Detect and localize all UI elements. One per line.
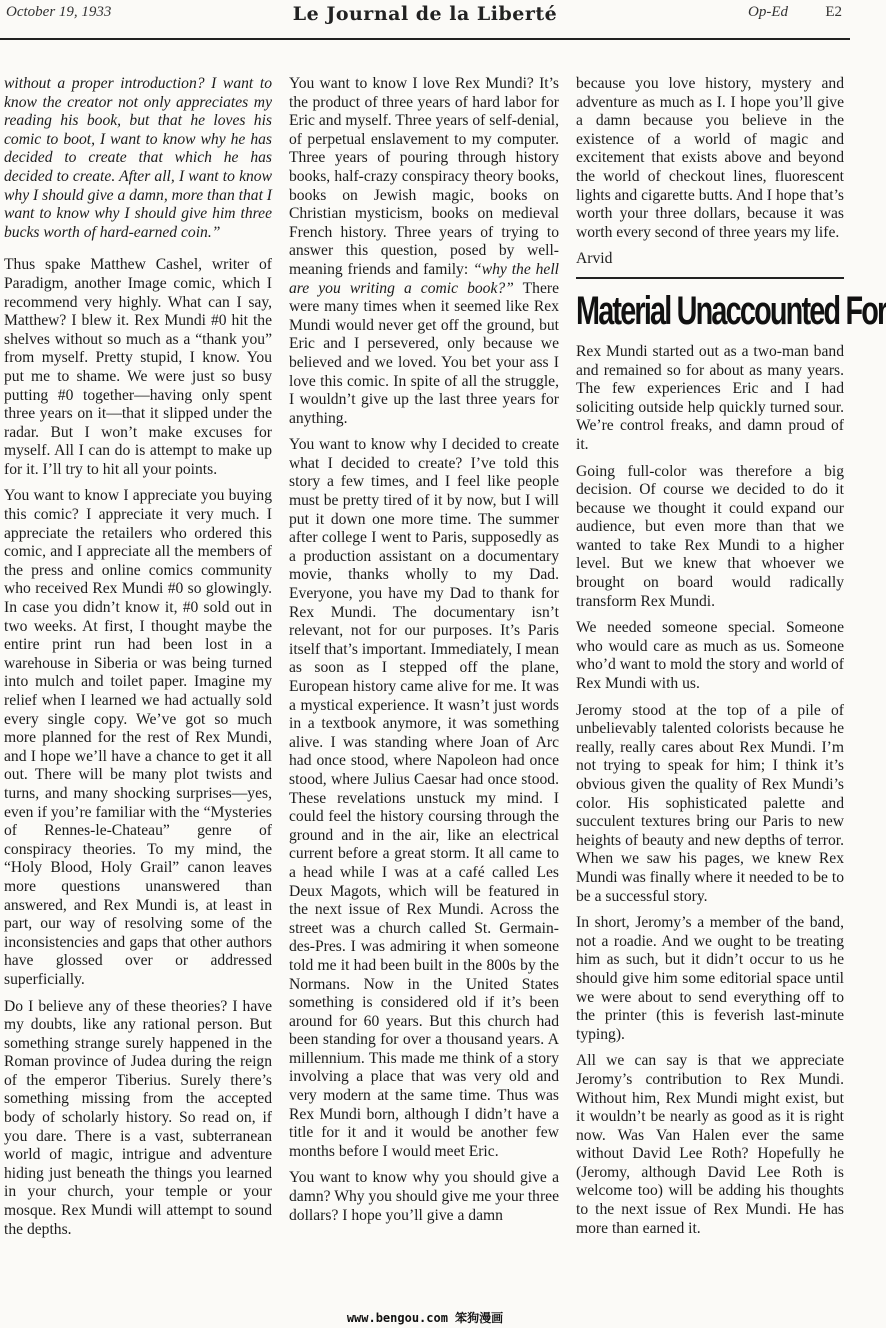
column-3 — [576, 75, 886, 1246]
paragraph: because you love history, mystery and adventure as much as I. I hope you’ll give a damn because you believe in the existence of a world of magic and excitement that exists above and beyond the world of checkout lines, fluorescent lights and cigarette butts. And I hope that’s worth your three dollars, because it was worth every second of three years my life. — [576, 75, 844, 241]
paragraph — [289, 75, 559, 428]
paragraph: You want to know I appreciate you buying this comic? I appreciate it very much. I appreciate the retailers who ordered this comic, and I appreciate all the members of the press and online comics community who received Rex Mundi #0 so glowingly. In case you didn’t know it, #0 sold out in two weeks. At first, I thought maybe the entire print run had been lost in a warehouse in Siberia or was being turned into mulch and toilet paper. Imagine my relief when I learned we had actually sold every single copy. We’ve got so much more planned for the rest of Rex Mundi, and I hope we’ll have a chance to get it all out. There will be many plot twists and turns, and many shocking surprises—yes, even if you’re familiar with the “Mysteries of Rennes-le-Chateau” genre of conspiracy theories. To my mind, the “Holy Blood, Holy Grail” canon leaves more questions unanswered than answered, and Rex Mundi is, at least in part, our way of resolving some of the inconsistencies and gaps that other authors have glossed over or addressed superficially. — [4, 487, 272, 988]
watermark: www.bengou.com 笨狗漫画 — [346, 1311, 504, 1325]
page-header — [0, 0, 850, 40]
paragraph: You want to know why you should give a damn? Why you should give me your three dollars? I hope you’ll give a damn — [289, 1169, 559, 1224]
header-divider — [0, 38, 850, 40]
section-divider — [576, 277, 844, 279]
paragraph-text: There were many times when it seemed like Rex Mundi would never get off the ground, but Eric and I persevered, only because we believed and we loved. You bet your ass I love this comic. In spite of all the struggle, I wouldn’t give up the last three years for anything. — [289, 279, 559, 427]
paragraph: Rex Mundi started out as a two-man band and remained so for about as many years. The few experiences Eric and I had soliciting outside help quickly turned sour. We’re control freaks, and damn proud of it. — [576, 342, 844, 453]
paragraph: Jeromy stood at the top of a pile of unbelievably talented colorists because he really, really cares about Rex Mundi. I’m not trying to speak for him; I think it’s obvious given the quality of Rex Mundi’s color. His sophisticated palette and succulent textures bring our Paris to new heights of beauty and new depths of terror. When we saw his pages, we knew Rex Mundi was finally where it needed to be to be a successful story. — [576, 701, 844, 905]
paragraph: You want to know why I decided to create what I decided to create? I’ve told this story a few times, and I feel like people must be pretty tired of it by now, but I will put it down one more time. The summer after college I went to Paris, supposedly as a production assistant on a documentary movie, thanks wholly to my Dad. Everyone, you have my Dad to thank for Rex Mundi. The documentary isn’t relevant, not for our purposes. It’s Paris itself that’s important. Immediately, I mean as soon as I stepped off the plane, European history came alive for me. It was a mystical experience. It wasn’t just words in a textbook anymore, it was something alive. I was standing where Joan of Arc had once stood, where Napoleon had once stood, where Julius Caesar had once stood. These revelations unstuck my mind. I could feel the history coursing through the ground and in the air, like an electrical current before a great storm. It all came to a head while I was at a café called Les Deux Magots, which will be featured in the next issue of Rex Mundi. Across the street was a church called St. Germain-des-Pres. I was admiring it when someone told me it had been built in the 800s by the Normans. Now in the United States something is considered old if it’s been around for 60 years. But this church had been standing for over a thousand years. A millennium. This made me think of a story involving a place that was very old and very modern at the same time. Thus was Rex Mundi born, although I didn’t have a title for it and it would be another few months before I would meet Eric. — [289, 436, 559, 1160]
page-number: E2 — [825, 4, 842, 20]
column-2 — [289, 75, 559, 1233]
section-label: Op-Ed — [748, 4, 788, 20]
issue-date: October 19, 1933 — [6, 4, 112, 20]
section-heading: Material Unaccounted For — [576, 288, 886, 333]
paragraph: Thus spake Matthew Cashel, writer of Paradigm, another Image comic, which I recommend very highly. What can I say, Matthew? I blew it. Rex Mundi #0 hit the shelves without so much as a “thank you” from myself. Pretty stupid, I know. You put me to shame. We were just so busy putting #0 together—having only spent three years on it—that it slipped under the radar. But I won’t make excuses for myself. All I can do is attempt to make up for it. I’ll try to hit all your points. — [4, 256, 272, 478]
paragraph: We needed someone special. Someone who would care as much as us. Someone who’d want to mold the story and world of Rex Mundi with us. — [576, 619, 844, 693]
intro-quote: without a proper introduction? I want to know the creator not only appreciates my reading his book, but that he loves his comic to boot, I want to know why he has decided to create that which he has decided to create. After all, I want to know why I should give a damn, more than that I want to know why I should give him three bucks worth of hard-earned coin.” — [4, 75, 272, 241]
column-1 — [4, 75, 272, 1247]
author-signature: Arvid — [576, 250, 613, 268]
quoted-question: “why the hell are you writing a comic book?” — [289, 260, 559, 297]
paragraph: In short, Jeromy’s a member of the band, not a roadie. And we ought to be treating him as such, but it didn’t occur to us he should give him some editorial space until we were about to send everything off to the printer (this is feverish last-minute typing). — [576, 914, 844, 1043]
paragraph: All we can say is that we appreciate Jeromy’s contribution to Rex Mundi. Without him, Rex Mundi might exist, but it wouldn’t be nearly as good as it is right now. Was Van Halen ever the same without David Lee Roth? Hopefully he (Jeromy, although David Lee Roth is welcome too) will be adding his thoughts to the next issue of Rex Mundi. He has more than earned it. — [576, 1052, 844, 1237]
paragraph: Going full-color was therefore a big decision. Of course we decided to do it because we thought it could expand our audience, but even more than that we wanted to take Rex Mundi to a higher level. But we knew that whoever we brought on board would radically transform Rex Mundi. — [576, 462, 844, 610]
paragraph: Do I believe any of these theories? I have my doubts, like any rational person. But something strange surely happened in the Roman province of Judea during the reign of the emperor Tiberius. Surely there’s something missing from the accepted body of scholarly history. So read on, if you dare. There is a vast, subterranean world of magic, intrigue and adventure hiding just beneath the things you learned in your church, your temple or your mosque. Rex Mundi will attempt to sound the depths. — [4, 997, 272, 1238]
newspaper-masthead: Le Journal de la Liberté — [292, 3, 558, 25]
paragraph-text: You want to know I love Rex Mundi? It’s the product of three years of hard labor for Eric and myself. Three years of self-denial, of perpetual enslavement to my computer. Three years of pouring through history books, half-crazy conspiracy theory books, books on Jewish magic, books on Christian mysticism, books on medieval French history. Three years of trying to answer this question, posed by well-meaning friends and family: — [289, 75, 559, 278]
